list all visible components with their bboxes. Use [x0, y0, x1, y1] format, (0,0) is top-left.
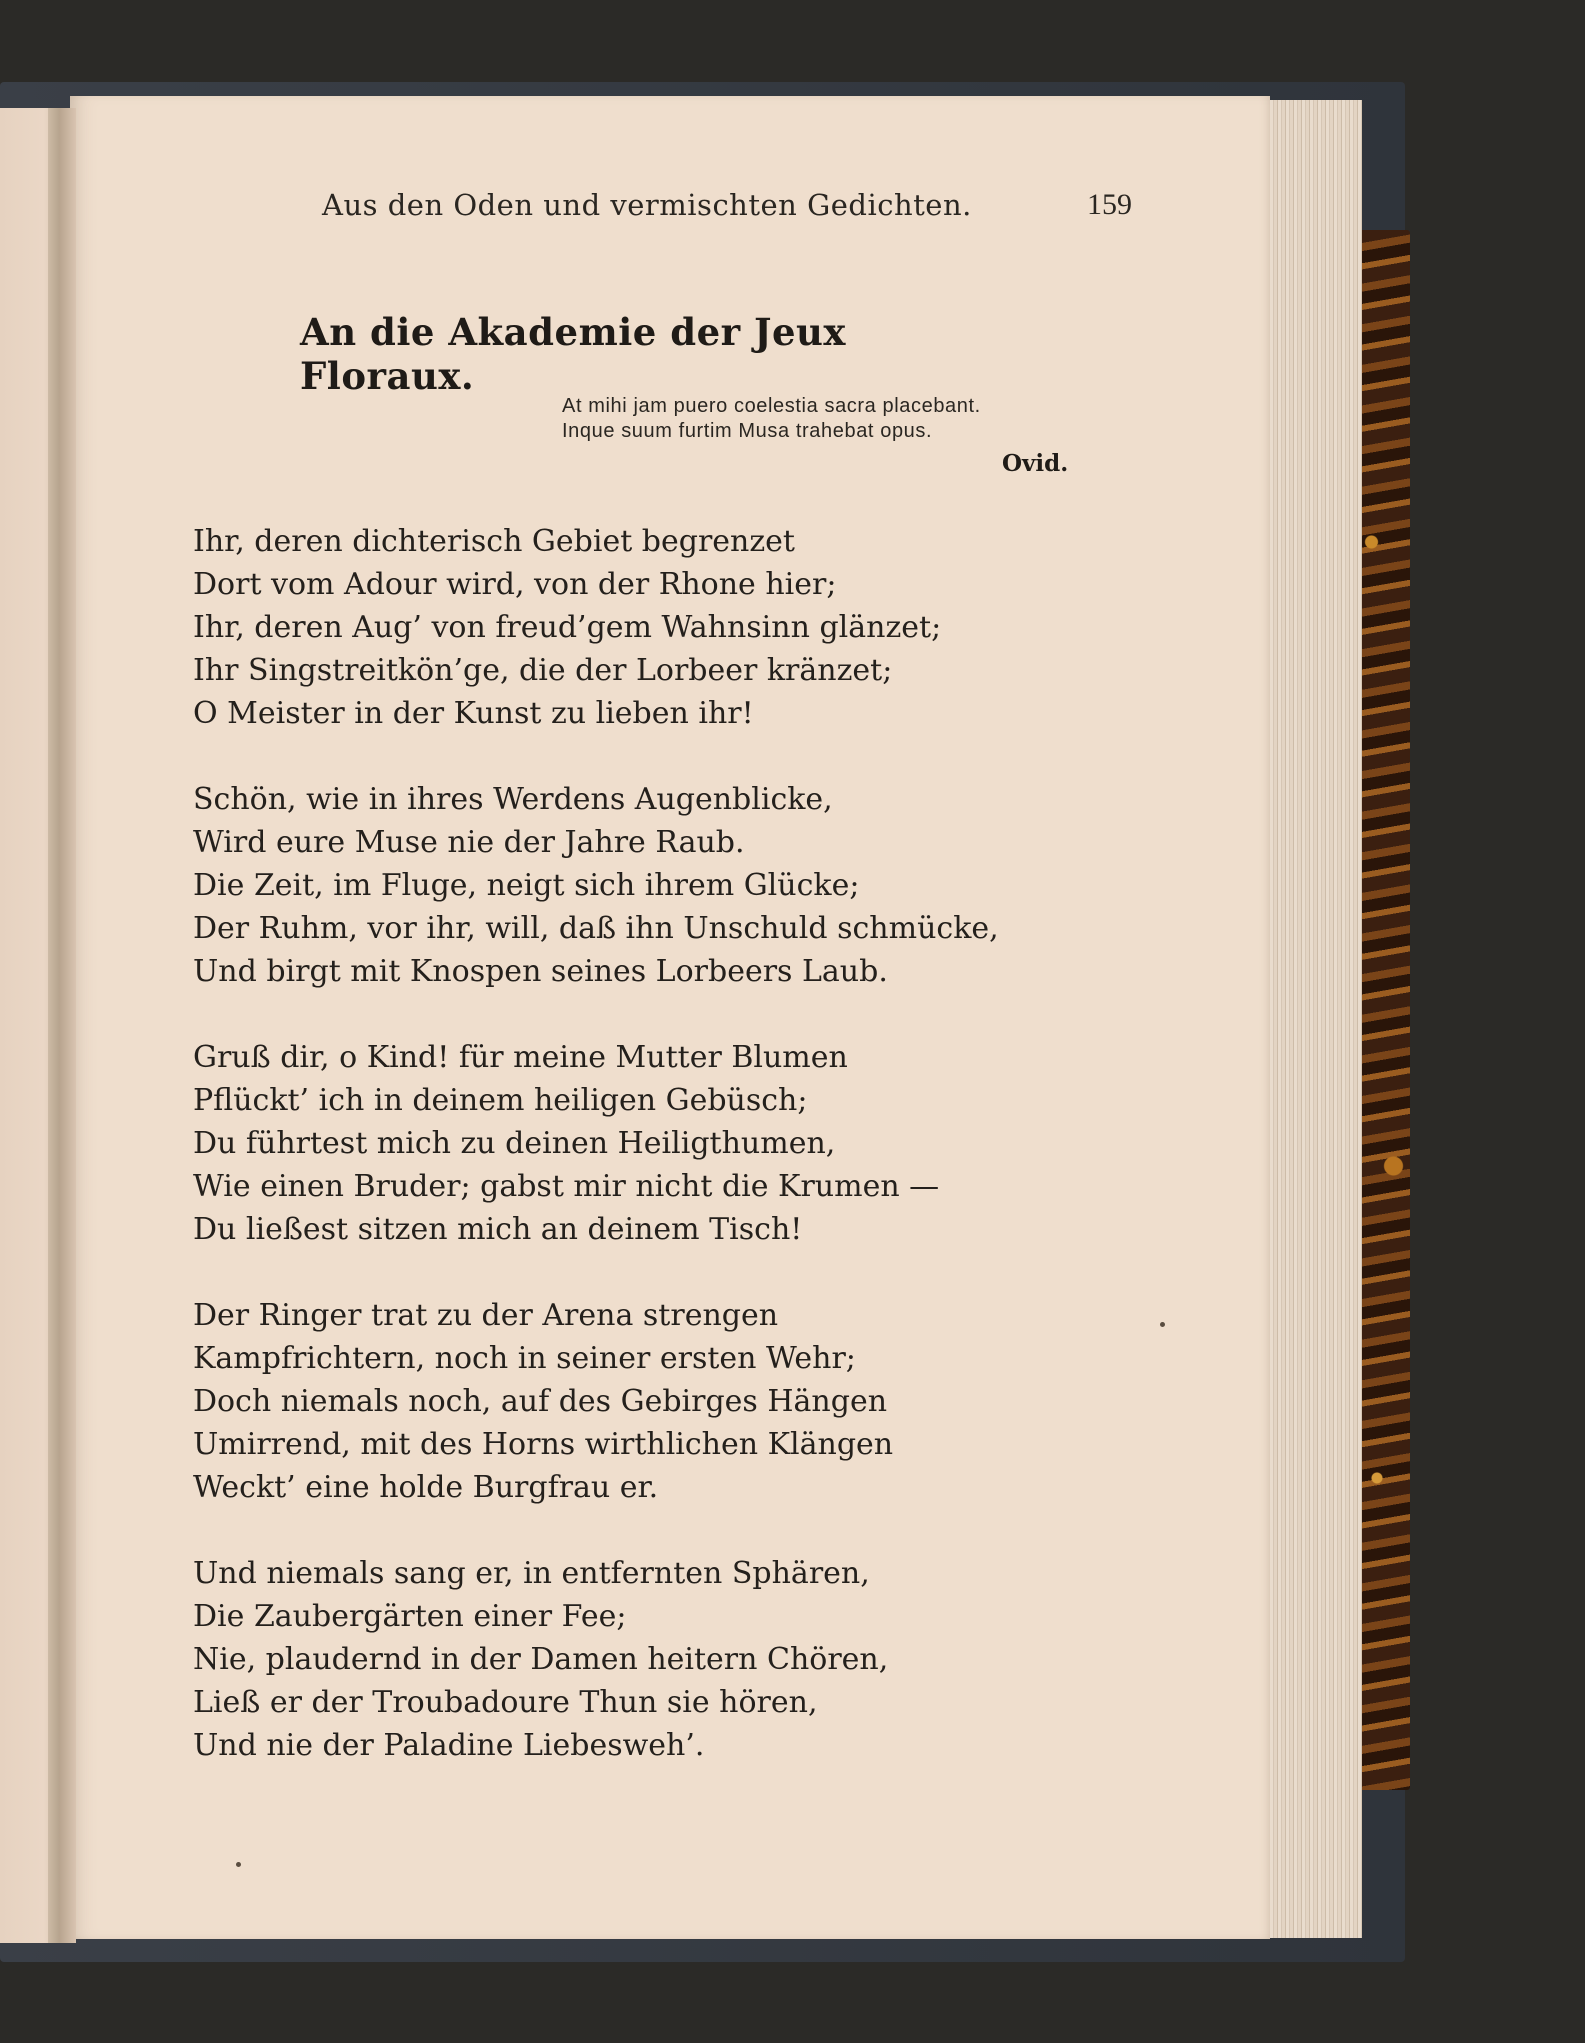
stanza	[193, 1036, 1093, 1251]
stanza	[193, 1552, 1093, 1767]
verse-line: Weckt’ eine holde Burgfrau er.	[193, 1470, 659, 1505]
verse-line: Kampfrichtern, noch in seiner ersten Wehr;	[193, 1341, 856, 1376]
marbled-cover-edge	[1355, 230, 1410, 1790]
verse-line: Du ließest sitzen mich an deinem Tisch!	[193, 1212, 803, 1247]
verse-line: Die Zeit, im Fluge, neigt sich ihrem Glücke;	[193, 868, 860, 903]
verse-line: Und nie der Paladine Liebesweh’.	[193, 1728, 705, 1763]
verse-line: Die Zaubergärten einer Fee;	[193, 1599, 627, 1634]
book-gutter	[48, 108, 76, 1943]
verse-line: Doch niemals noch, auf des Gebirges Hängen	[193, 1384, 888, 1419]
verse-line: Du führtest mich zu deinen Heiligthumen,	[193, 1126, 836, 1161]
stanza	[193, 1294, 1093, 1509]
page-number: 159	[1087, 188, 1132, 221]
epigraph-author: Ovid.	[1002, 450, 1069, 477]
verse-line: Ihr Singstreitkön’ge, die der Lorbeer kränzet;	[193, 653, 893, 688]
stanza	[193, 520, 1093, 735]
paper-speck	[1160, 1322, 1165, 1327]
epigraph-line: Inque suum furtim Musa trahebat opus.	[562, 420, 933, 442]
page-stack-edge	[1262, 100, 1362, 1938]
poem-body	[193, 520, 1093, 1767]
verse-line: Schön, wie in ihres Werdens Augenblicke,	[193, 782, 833, 817]
poem-title: An die Akademie der Jeux Floraux.	[300, 310, 846, 398]
verse-line: Pflückt’ ich in deinem heiligen Gebüsch;	[193, 1083, 808, 1118]
paper-speck	[236, 1862, 241, 1867]
verse-line: Umirrend, mit des Horns wirthlichen Klängen	[193, 1427, 894, 1462]
epigraph-line: At mihi jam puero coelestia sacra placebant.	[562, 395, 981, 417]
verse-line: Nie, plaudernd in der Damen heitern Chören,	[193, 1642, 889, 1677]
verse-line: O Meister in der Kunst zu lieben ihr!	[193, 696, 754, 731]
verse-line: Gruß dir, o Kind! für meine Mutter Blumen	[193, 1040, 848, 1075]
verse-line: Ließ er der Troubadoure Thun sie hören,	[193, 1685, 818, 1720]
verse-line: Und niemals sang er, in entfernten Sphären,	[193, 1556, 870, 1591]
stanza	[193, 778, 1093, 993]
running-title: Aus den Oden und vermischten Gedichten.	[322, 188, 972, 222]
verse-line: Ihr, deren Aug’ von freud’gem Wahnsinn glänzet;	[193, 610, 942, 645]
verse-line: Der Ruhm, vor ihr, will, daß ihn Unschuld schmücke,	[193, 911, 999, 946]
epigraph	[562, 394, 1142, 444]
verse-line: Ihr, deren dichterisch Gebiet begrenzet	[193, 524, 795, 559]
verse-line: Dort vom Adour wird, von der Rhone hier;	[193, 567, 837, 602]
running-head	[322, 188, 1132, 238]
verse-line: Der Ringer trat zu der Arena strengen	[193, 1298, 779, 1333]
verse-line: Wird eure Muse nie der Jahre Raub.	[193, 825, 745, 860]
verse-line: Und birgt mit Knospen seines Lorbeers Laub.	[193, 954, 888, 989]
verse-line: Wie einen Bruder; gabst mir nicht die Krumen —	[193, 1169, 940, 1204]
